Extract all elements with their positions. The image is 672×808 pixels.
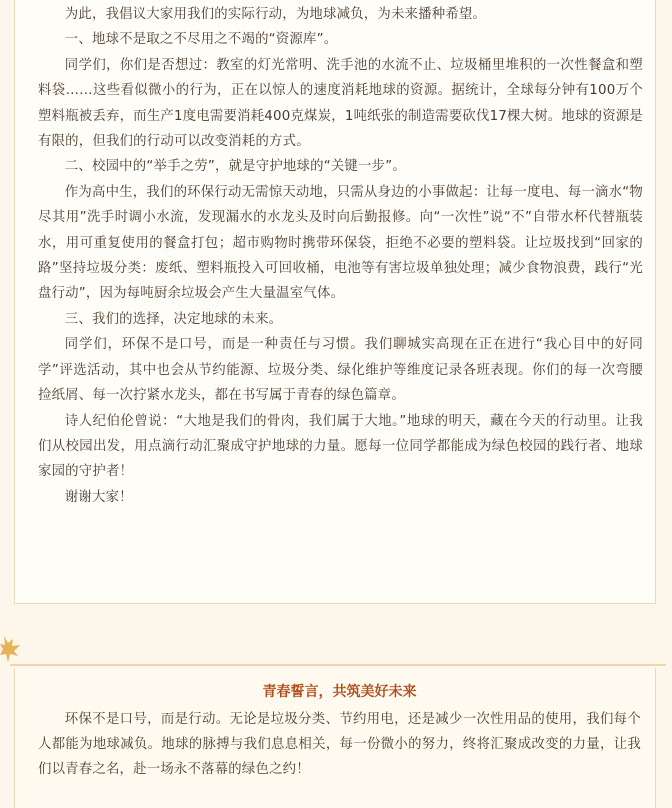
speech-paragraph: 诗人纪伯伦曾说：“大地是我们的骨肉，我们属于大地。”地球的明天，藏在今天的行动里。让我们从校园出发，用点滴行动汇聚成守护地球的力量。愿每一位同学都能成为绿色校园的践行者、地球家园的守护者！ xyxy=(38,413,643,480)
speech-paragraph: 同学们，你们是否想过：教室的灯光常明、洗手池的水流不止、垃圾桶里堆积的一次性餐盒和塑料袋……这些看似微小的行为，正在以惊人的速度消耗地球的资源。据统计，全球每分钟有100万个塑料瓶被丢弃，而生产1度电需要消耗400克煤炭，1吨纸张的制造需要砍伐17棵大树。地球的资源是有限的，但我们的行动可以改变消耗的方式。 xyxy=(38,57,643,150)
vow-text: 环保不是口号，而是行动。无论是垃圾分类、节约用电，还是减少一次性用品的使用，我们每个人都能为地球减负。地球的脉搏与我们息息相关，每一份微小的努力，终将汇聚成改变的力量，让我们以青春之名，赴一场永不落幕的绿色之约！ xyxy=(38,712,641,777)
speech-heading-2: 二、校园中的“举手之劳”，就是守护地球的“关键一步”。 xyxy=(64,159,406,175)
speech-paragraph: 为此，我倡议大家用我们的实际行动，为地球减负，为未来播种希望。 xyxy=(64,7,487,22)
speech-heading-3: 三、我们的选择，决定地球的未来。 xyxy=(64,311,283,327)
vow-title: 青春誓言，共筑美好未来 xyxy=(262,684,417,700)
section-divider xyxy=(10,664,666,666)
speech-card xyxy=(14,0,656,604)
speech-paragraph: 同学们，环保不是口号，而是一种责任与习惯。我们聊城实高现在正在进行“我心目中的好同学”评选活动，其中也会从节约能源、垃圾分类、绿化维护等维度记录各班表现。你们的每一次弯腰捡纸屑、每一次拧紧水龙头，都在书写属于青春的绿色篇章。 xyxy=(38,337,643,404)
maple-leaf-icon xyxy=(0,634,22,664)
speech-paragraph: 作为高中生，我们的环保行动无需惊天动地，只需从身边的小事做起：让每一度电、每一滴水“物尽其用”洗手时调小水流，发现漏水的水龙头及时向后勤报修。向“一次性”说“不”自带水杯代替瓶装水，用可重复使用的餐盒打包；超市购物时携带环保袋，拒绝不必要的塑料袋。让垃圾找到“回家的路”坚持垃圾分类：废纸、塑料瓶投入可回收桶，电池等有害垃圾单独处理；减少食物浪费，践行“光盘行动”，因为每吨厨余垃圾会产生大量温室气体。 xyxy=(38,184,643,302)
speech-heading-1: 一、地球不是取之不尽用之不竭的“资源库”。 xyxy=(64,32,338,48)
vow-card xyxy=(14,668,656,808)
speech-closing: 谢谢大家！ xyxy=(64,489,133,505)
